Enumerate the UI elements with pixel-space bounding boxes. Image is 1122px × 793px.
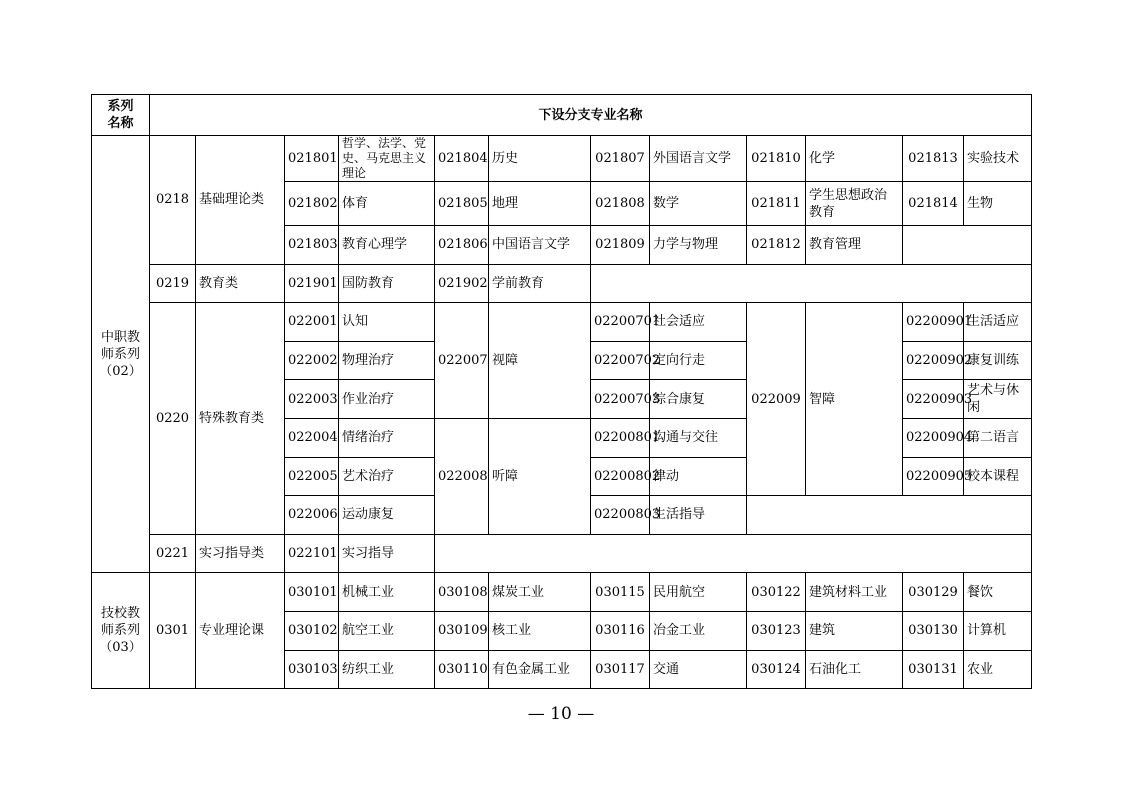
table-row (92, 534, 1032, 573)
subject-code: 021813 (903, 136, 964, 182)
subject-name: 艺术与休闲 (964, 380, 1032, 419)
subject-name: 律动 (650, 457, 747, 496)
subject-code: 021806 (435, 226, 489, 265)
category-code: 0218 (150, 136, 196, 265)
specialty-table (91, 94, 1032, 689)
category-code: 0301 (150, 573, 196, 689)
subject-name: 冶金工业 (650, 611, 747, 650)
category-name: 特殊教育类 (196, 303, 285, 535)
subject-name: 有色金属工业 (489, 650, 591, 689)
subject-code: 021804 (435, 136, 489, 182)
subject-code: 030108 (435, 573, 489, 612)
subject-name: 煤炭工业 (489, 573, 591, 612)
subject-name: 餐饮 (964, 573, 1032, 612)
empty-cell (591, 264, 1032, 303)
empty-cell (903, 226, 1032, 265)
subject-name: 社会适应 (650, 303, 747, 342)
subject-code: 02200802 (591, 457, 650, 496)
category-name: 基础理论类 (196, 136, 285, 265)
subject-code: 021814 (903, 182, 964, 226)
subject-code: 02200901 (903, 303, 964, 342)
specialty-table-sheet (91, 94, 1031, 682)
subject-code: 022002 (285, 341, 339, 380)
subject-name: 地理 (489, 182, 591, 226)
subject-name: 综合康复 (650, 380, 747, 419)
subject-code: 02200801 (591, 418, 650, 457)
subject-code: 030115 (591, 573, 650, 612)
category-code: 0220 (150, 303, 196, 535)
subject-name-header: 下设分支专业名称 (150, 95, 1032, 136)
category-code: 0221 (150, 534, 196, 573)
subject-code: 021811 (747, 182, 806, 226)
subject-name: 沟通与交往 (650, 418, 747, 457)
subject-code: 022008 (435, 418, 489, 534)
subject-name: 第二语言 (964, 418, 1032, 457)
subject-name: 体育 (339, 182, 435, 226)
subject-code: 021902 (435, 264, 489, 303)
subject-code: 021805 (435, 182, 489, 226)
subject-name: 作业治疗 (339, 380, 435, 419)
series-cell-03: 技校教 师系列 （03） (92, 573, 150, 689)
subject-code: 030109 (435, 611, 489, 650)
subject-name: 听障 (489, 418, 591, 534)
subject-code: 022007 (435, 303, 489, 419)
subject-name: 建筑材料工业 (806, 573, 903, 612)
subject-code: 030116 (591, 611, 650, 650)
subject-name: 历史 (489, 136, 591, 182)
subject-code: 030110 (435, 650, 489, 689)
subject-name: 哲学、法学、党史、马克思主义理论 (339, 136, 435, 182)
subject-name: 康复训练 (964, 341, 1032, 380)
subject-code: 02200702 (591, 341, 650, 380)
subject-name: 民用航空 (650, 573, 747, 612)
subject-name: 外国语言文学 (650, 136, 747, 182)
series-name-header: 系列 名称 (92, 95, 150, 136)
page-number: — 10 — (527, 704, 595, 724)
subject-name: 航空工业 (339, 611, 435, 650)
subject-code: 022004 (285, 418, 339, 457)
subject-name: 中国语言文学 (489, 226, 591, 265)
subject-code: 022101 (285, 534, 339, 573)
subject-code: 021810 (747, 136, 806, 182)
subject-code: 030103 (285, 650, 339, 689)
subject-code: 021803 (285, 226, 339, 265)
subject-code: 02200902 (903, 341, 964, 380)
subject-name: 交通 (650, 650, 747, 689)
empty-cell (435, 534, 1032, 573)
subject-code: 021812 (747, 226, 806, 265)
subject-name: 机械工业 (339, 573, 435, 612)
subject-code: 02200903 (903, 380, 964, 419)
table-row (92, 573, 1032, 612)
subject-code: 030123 (747, 611, 806, 650)
subject-name: 农业 (964, 650, 1032, 689)
subject-name: 化学 (806, 136, 903, 182)
subject-name: 数学 (650, 182, 747, 226)
subject-code: 030124 (747, 650, 806, 689)
subject-name: 认知 (339, 303, 435, 342)
subject-code: 022001 (285, 303, 339, 342)
header-row (92, 95, 1032, 136)
subject-name: 计算机 (964, 611, 1032, 650)
subject-code: 022006 (285, 496, 339, 535)
subject-name: 国防教育 (339, 264, 435, 303)
subject-name: 实习指导 (339, 534, 435, 573)
subject-code: 030101 (285, 573, 339, 612)
subject-name: 生活适应 (964, 303, 1032, 342)
subject-name: 情绪治疗 (339, 418, 435, 457)
subject-name: 视障 (489, 303, 591, 419)
subject-code: 030130 (903, 611, 964, 650)
table-row (92, 303, 1032, 342)
subject-name: 石油化工 (806, 650, 903, 689)
subject-name: 力学与物理 (650, 226, 747, 265)
subject-code: 02200803 (591, 496, 650, 535)
subject-code: 022009 (747, 303, 806, 496)
subject-code: 021807 (591, 136, 650, 182)
subject-name: 建筑 (806, 611, 903, 650)
subject-code: 02200905 (903, 457, 964, 496)
subject-name: 学生思想政治教育 (806, 182, 903, 226)
table-row (92, 136, 1032, 182)
subject-name: 定向行走 (650, 341, 747, 380)
subject-name: 校本课程 (964, 457, 1032, 496)
subject-code: 022005 (285, 457, 339, 496)
subject-name: 实验技术 (964, 136, 1032, 182)
empty-cell (747, 496, 1032, 535)
category-name: 实习指导类 (196, 534, 285, 573)
table-row (92, 264, 1032, 303)
subject-name: 生物 (964, 182, 1032, 226)
category-name: 教育类 (196, 264, 285, 303)
category-code: 0219 (150, 264, 196, 303)
subject-name: 核工业 (489, 611, 591, 650)
subject-code: 021809 (591, 226, 650, 265)
subject-name: 智障 (806, 303, 903, 496)
subject-code: 021808 (591, 182, 650, 226)
subject-code: 02200904 (903, 418, 964, 457)
subject-name: 艺术治疗 (339, 457, 435, 496)
subject-name: 纺织工业 (339, 650, 435, 689)
subject-code: 030117 (591, 650, 650, 689)
subject-name: 教育心理学 (339, 226, 435, 265)
subject-code: 030102 (285, 611, 339, 650)
subject-code: 021802 (285, 182, 339, 226)
subject-name: 运动康复 (339, 496, 435, 535)
subject-name: 生活指导 (650, 496, 747, 535)
subject-name: 学前教育 (489, 264, 591, 303)
subject-code: 021801 (285, 136, 339, 182)
subject-code: 02200703 (591, 380, 650, 419)
subject-code: 030129 (903, 573, 964, 612)
subject-name: 教育管理 (806, 226, 903, 265)
subject-code: 022003 (285, 380, 339, 419)
subject-code: 030131 (903, 650, 964, 689)
series-cell-02: 中职教 师系列 （02） (92, 136, 150, 573)
subject-code: 02200701 (591, 303, 650, 342)
category-name: 专业理论课 (196, 573, 285, 689)
subject-code: 030122 (747, 573, 806, 612)
subject-name: 物理治疗 (339, 341, 435, 380)
subject-code: 021901 (285, 264, 339, 303)
